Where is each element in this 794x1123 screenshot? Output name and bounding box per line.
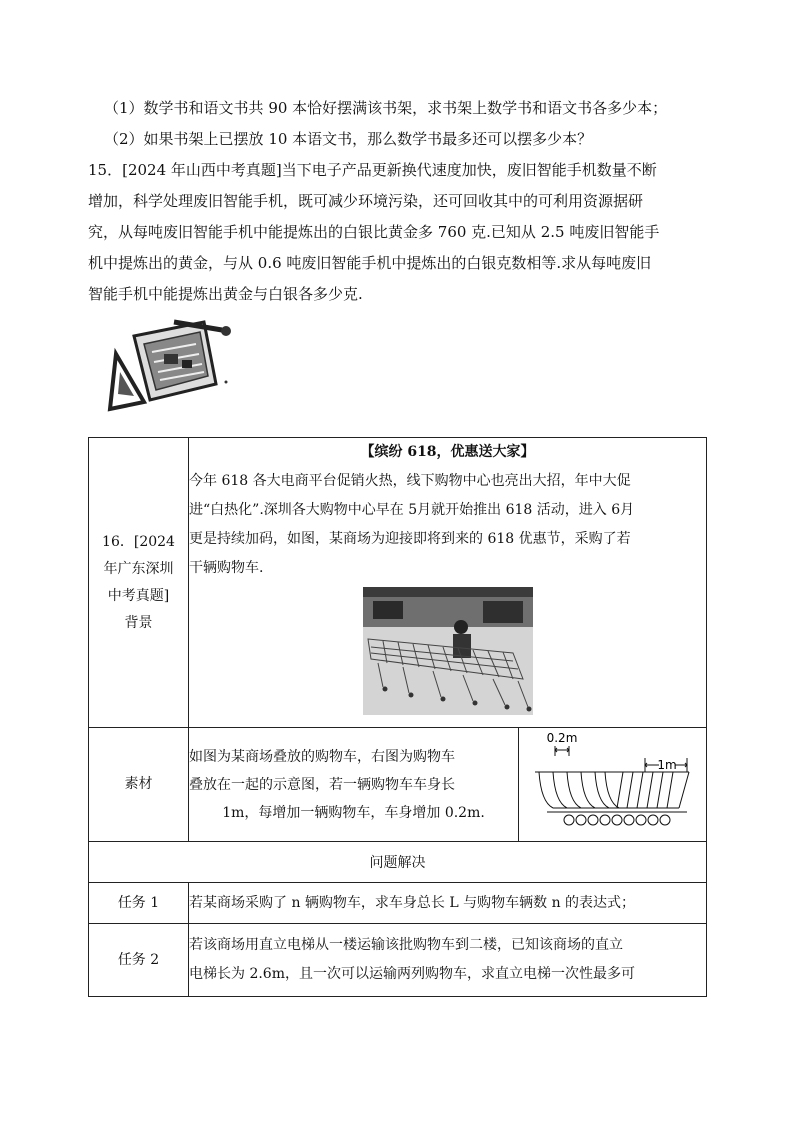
material-text-cell	[189, 728, 519, 842]
task1-text: 若某商场采购了 n 辆购物车，求车身总长 L 与购物车辆数 n 的表达式；	[189, 894, 636, 911]
q16-label-line: 中考真题]	[107, 587, 170, 604]
question-1-part-1: （1）数学书和语文书共 90 本恰好摆满该书架，求书架上数学书和语文书各多少本；	[104, 99, 668, 117]
problem-header: 问题解决	[369, 855, 426, 871]
task2-label: 任务 2	[117, 951, 160, 968]
background-line: 干辆购物车.	[189, 560, 264, 576]
task1-label-cell	[89, 883, 189, 924]
task2-line: 电梯长为 2.6m，且一次可以运输两列购物车，求直立电梯一次性最多可	[189, 966, 635, 982]
phone-recycling-sketch	[104, 314, 234, 414]
task2-line: 若该商场用直立电梯从一楼运输该批购物车到二楼，已知该商场的直立	[189, 937, 623, 953]
length-label: 1m	[657, 757, 677, 772]
q16-label-line: 年广东深圳	[103, 560, 174, 577]
task1-text-cell	[189, 883, 707, 924]
q16-label-cell	[89, 438, 189, 728]
cart-stack-diagram	[519, 730, 705, 840]
q16-label-line: 16．[2024	[102, 533, 175, 550]
task1-label: 任务 1	[117, 894, 160, 911]
background-line: 今年 618 各大电商平台促销火热，线下购物中心也亮出大招，年中大促	[189, 473, 631, 489]
background-title: 【缤纷 618，优惠送大家】	[360, 444, 535, 460]
task2-text-cell	[189, 924, 707, 997]
q15-line: 机中提炼出的黄金，与从 0.6 吨废旧智能手机中提炼出的白银克数相等.求从每吨废旧	[88, 254, 652, 272]
problem-header-cell	[89, 842, 707, 883]
q15-line: 智能手机中能提炼出黄金与白银各多少克.	[88, 285, 363, 303]
background-cell	[189, 438, 707, 728]
background-line: 更是持续加码，如图，某商场为迎接即将到来的 618 优惠节，采购了若	[189, 531, 631, 547]
material-diagram-cell	[519, 728, 707, 842]
gap-label: 0.2m	[546, 730, 578, 745]
q15-line: 15．[2024 年山西中考真题]当下电子产品更新换代速度加快，废旧智能手机数量不断	[88, 161, 657, 179]
material-line: 如图为某商场叠放的购物车，右图为购物车	[189, 748, 455, 765]
task-table	[88, 437, 707, 997]
material-line: 叠放在一起的示意图，若一辆购物车车身长	[189, 776, 455, 793]
material-label: 素材	[124, 776, 153, 792]
material-label-cell	[89, 728, 189, 842]
shopping-cart-photo	[363, 587, 533, 715]
background-line: 进“白热化”.深圳各大购物中心早在 5月就开始推出 618 活动，进入 6月	[189, 502, 635, 518]
task2-label-cell	[89, 924, 189, 997]
question-15	[88, 155, 708, 310]
material-line: 1m，每增加一辆购物车，车身增加 0.2m.	[222, 804, 485, 821]
q16-label-line: 背景	[124, 614, 153, 631]
q15-line: 增加，科学处理废旧智能手机，既可减少环境污染，还可回收其中的可利用资源据研	[88, 192, 644, 210]
question-1-part-2: （2）如果书架上已摆放 10 本语文书，那么数学书最多还可以摆多少本？	[104, 130, 593, 148]
q15-line: 究，从每吨废旧智能手机中能提炼出的白银比黄金多 760 克.已知从 2.5 吨废旧智能手	[88, 223, 660, 241]
